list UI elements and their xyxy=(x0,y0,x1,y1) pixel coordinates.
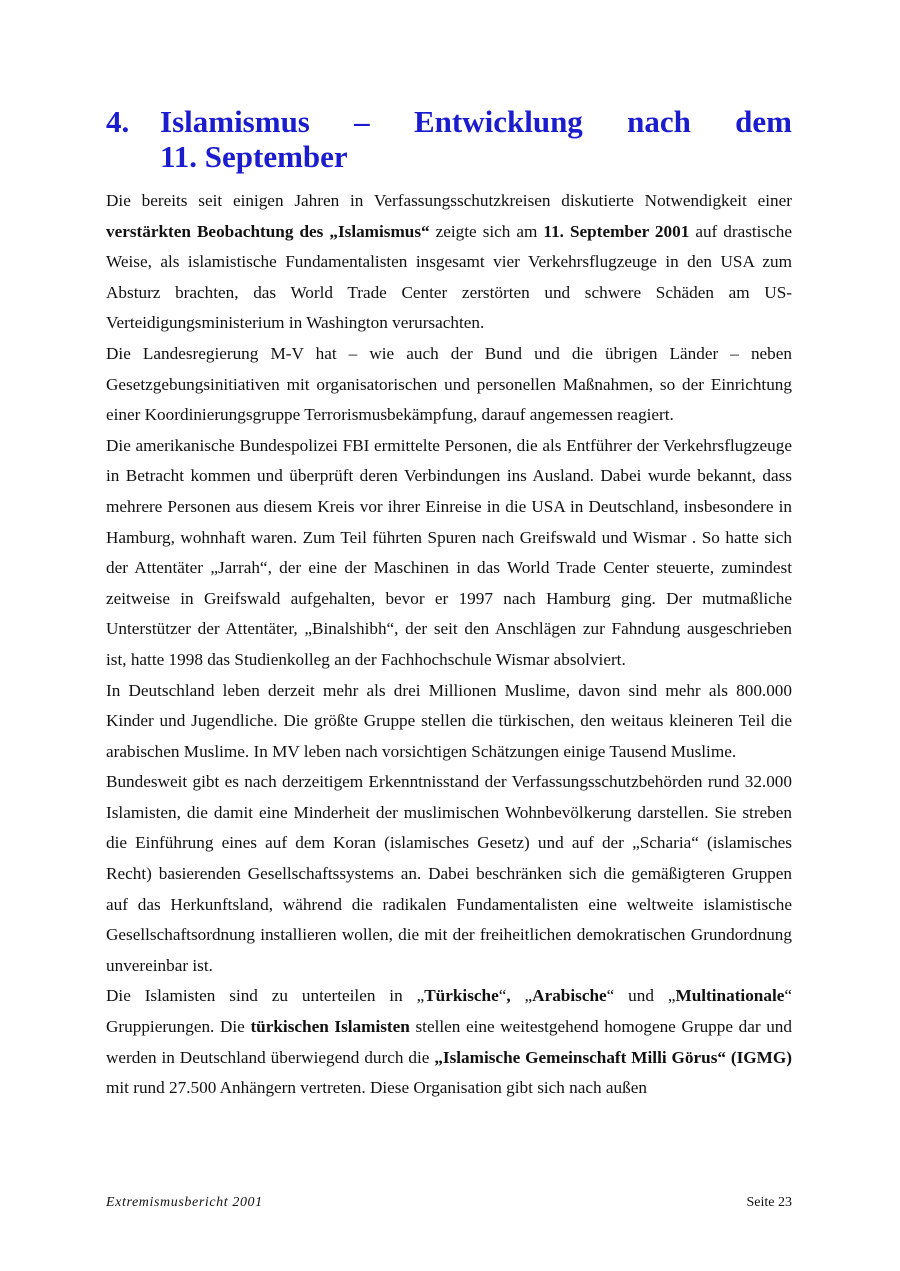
body-text xyxy=(106,186,792,1104)
heading-word: nach xyxy=(627,104,691,139)
text-run: „ xyxy=(510,986,533,1006)
bold-text: Arabische xyxy=(532,986,607,1006)
text-run: stellen eine weitestgehend homogene Gruppe dar und werden in Deutschland überwiegend durch die xyxy=(106,1017,792,1067)
text-run: auf drastische Weise, als islamistische Fundamentalisten insgesamt vier Verkehrsflugzeuge in den USA zum Absturz brachten, das World Trade Center zerstörten und schwere Schäden am US-Verteidigungsministerium in Washington verursachten. xyxy=(106,221,793,333)
text-run: Die bereits seit einigen Jahren in Verfassungsschutzkreisen diskutierte Notwendigkeit einer xyxy=(106,191,792,210)
section-heading xyxy=(106,104,792,174)
text-run: mit rund 27.500 Anhängern vertreten. Diese Organisation gibt sich nach außen xyxy=(106,1078,647,1098)
text-run: “ Gruppierungen. Die xyxy=(106,986,792,1037)
body-paragraph xyxy=(106,339,792,431)
heading-word: Entwicklung xyxy=(413,104,583,139)
text-run: zeigte sich am xyxy=(429,221,544,241)
body-paragraph xyxy=(106,676,792,768)
body-paragraph xyxy=(106,981,792,1103)
heading-word: Islamismus xyxy=(160,104,310,139)
body-paragraph xyxy=(106,767,792,981)
bold-text: türkischen Islamisten xyxy=(250,1017,410,1037)
text-run: “ xyxy=(498,986,507,1006)
bold-text: „Islamische Gemeinschaft Milli Görus“ (IGMG) xyxy=(434,1047,792,1067)
footer-page-number: Seite 23 xyxy=(746,1195,792,1210)
text-run: Die amerikanische Bundespolizei FBI ermittelte Personen, die als Entführer der Verkehrsflugzeuge in Betracht kommen und überprüft deren Verbindungen ins Ausland. Dabei wurde bekannt, dass mehrere Personen aus diesem Kreis vor ihrer Einreise in die USA in Deutschland, insbesondere in Hamburg, wohnhaft waren. Zum Teil führten Spuren nach Greifswald und Wismar . So hatte sich der Attentäter „Jarrah“, der eine der Maschinen in das World Trade Center steuerte, zumindest zeitweise in Greifswald aufgehalten, bevor er 1997 nach Hamburg ging. Der mutmaßliche Unterstützer der Attentäter, „Binalshibh“, der seit den Anschlägen zur Fahndung ausgeschrieben ist, hatte 1998 das Studienkolleg an der Fachhochschule Wismar absolviert. xyxy=(106,435,792,669)
heading-line-1 xyxy=(160,104,792,139)
bold-text: Multinationale xyxy=(675,986,785,1006)
text-run: Die Islamisten sind zu unterteilen in „ xyxy=(106,986,425,1006)
bold-text: verstärkten Beobachtung des „Islamismus“ xyxy=(106,221,430,241)
bold-text: 11. September 2001 xyxy=(543,221,690,241)
section-number: 4. xyxy=(106,104,130,139)
footer-report-title: Extremismusbericht 2001 xyxy=(106,1195,263,1210)
bold-text: Türkische xyxy=(424,986,499,1006)
heading-word: dem xyxy=(735,104,792,139)
text-run: In Deutschland leben derzeit mehr als drei Millionen Muslime, davon sind mehr als 800.000 Kinder und Jugendliche. Die größte Gruppe stellen die türkischen, den weitaus kleineren Teil die arabischen Muslime. In MV leben nach vorsichtigen Schätzungen einige Tausend Muslime. xyxy=(106,680,792,761)
text-run: Die Landesregierung M-V hat – wie auch der Bund und die übrigen Länder – neben Gesetzgebungsinitiativen mit organisatorischen und personellen Maßnahmen, so der Einrichtung einer Koordinierungsgruppe Terrorismusbekämpfung, darauf angemessen reagiert. xyxy=(106,343,792,425)
heading-word: – xyxy=(354,104,370,139)
body-paragraph xyxy=(106,186,792,339)
text-run: Bundesweit gibt es nach derzeitigem Erkenntnisstand der Verfassungsschutzbehörden rund 32.000 Islamisten, die damit eine Minderheit der muslimischen Wohnbevölkerung darstellen. Sie streben die Einführung eines auf dem Koran (islamisches Gesetz) und auf der „Scharia“ (islamisches Recht) basierenden Gesellschaftssystems an. Dabei beschränken sich die gemäßigteren Gruppen auf das Herkunftsland, während die radikalen Fundamentalisten eine weltweite islamistische Gesellschaftsordnung installieren wollen, die mit der freiheitlichen demokratischen Grundordnung unvereinbar ist. xyxy=(106,772,792,975)
bold-text: , xyxy=(506,986,511,1006)
heading-line-2: 11. September xyxy=(160,139,348,174)
text-run: “ und „ xyxy=(606,986,676,1006)
body-paragraph xyxy=(106,431,792,676)
